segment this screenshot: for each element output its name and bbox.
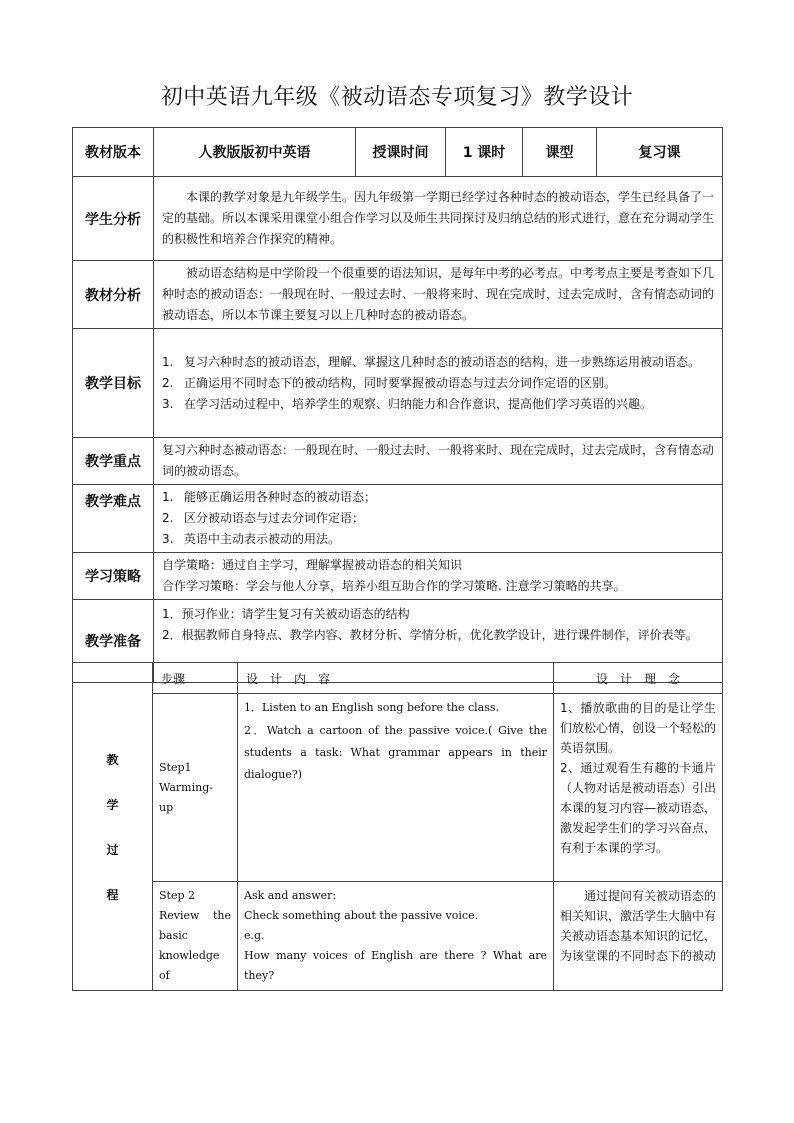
- strategy-line-1: 自学策略：通过自主学习，理解掌握被动语态的相关知识: [162, 558, 463, 572]
- material-text: 被动语态结构是中学阶段一个很重要的语法知识，是每年中考的必考点。中考考点主要是考查如下几种时态的被动语态：一般现在时、一般过去时、一般将来时、现在完成时，过去完成时，含有情态动词的被动语态，所以本节课主要复习以上几种时态的被动语态。: [162, 266, 715, 322]
- time-value: 1 课时: [446, 128, 523, 177]
- step1-idea: 1、播放歌曲的目的是让学生们放松心情，创设一个轻松的英语氛围。 2、通过观看生有趣的卡通片（人物对话是被动语态）引出本课的复习内容—被动语态，激发起学生们的学习兴奋点，有利于本课的学习。: [554, 694, 723, 882]
- strategy-line-2: 合作学习策略：学会与他人分享，培养小组互助合作的学习策略. 注意学习策略的共享。: [162, 579, 626, 593]
- goal-item: 2. 正确运用不同时态下的被动结构，同时要掌握被动语态与过去分词作定语的区别。: [162, 375, 617, 390]
- difficulty-item: 3. 英语中主动表示被动的用法。: [162, 532, 341, 546]
- goals-row: [73, 329, 723, 438]
- version-label: 教材版本: [73, 128, 154, 177]
- difficulty-row: [73, 485, 723, 553]
- col-content: 设 计 内 容: [238, 663, 554, 694]
- strategy-row: [73, 553, 723, 600]
- type-value: 复习课: [597, 128, 723, 177]
- type-label: 课型: [523, 128, 597, 177]
- goals-label: 教学目标: [73, 329, 154, 438]
- process-label: 教 学 过 程: [73, 663, 153, 991]
- prep-label: 教学准备: [73, 600, 154, 683]
- step1-content: 1．Listen to an English song before the class. 2．Watch a cartoon of the passive voice.( Give the students a task: What grammar appears in their dialogue?): [238, 694, 554, 882]
- strategy-label: 学习策略: [73, 553, 154, 600]
- key-label: 教学重点: [73, 438, 154, 485]
- student-row: [73, 177, 723, 261]
- key-text: 复习六种时态被动语态：一般现在时、一般过去时、一般将来时、现在完成时，过去完成时，含有情态动词的被动语态。: [162, 443, 715, 478]
- prep-line-2: 2．根据教师自身特点、教学内容、教材分析、学情分析，优化教学设计，进行课件制作，评价表等。: [162, 628, 698, 642]
- col-step: 步骤: [153, 663, 238, 694]
- difficulty-label: 教学难点: [73, 485, 154, 553]
- student-text: 本课的教学对象是九年级学生。因九年级第一学期已经学过各种时态的被动语态，学生已经具备了一定的基础。所以本课采用课堂小组合作学习以及师生共同探讨及归纳总结的形式进行，意在充分调动学生的积极性和培养合作探究的精神。: [162, 190, 715, 246]
- step2-idea: 通过提问有关被动语态的相关知识，激活学生大脑中有关被动语态基本知识的记忆，为该堂课的不同时态下的被动: [554, 882, 723, 991]
- prep-line-1: 1．预习作业：请学生复习有关被动语态的结构: [162, 607, 410, 621]
- lesson-table: [72, 127, 723, 683]
- key-row: [73, 438, 723, 485]
- step2-row: [73, 882, 723, 991]
- goal-item: 1. 复习六种时态的被动语态，理解、掌握这几种时态的被动语态的结构，进一步熟练运用被动语态。: [162, 354, 701, 369]
- version-value: 人教版版初中英语: [154, 128, 356, 177]
- process-header-row: [73, 663, 723, 694]
- material-row: [73, 261, 723, 329]
- material-label: 教材分析: [73, 261, 154, 329]
- step2-name: Step 2 Review the basic knowledge of: [153, 882, 238, 991]
- time-label: 授课时间: [356, 128, 446, 177]
- student-label: 学生分析: [73, 177, 154, 261]
- difficulty-item: 1. 能够正确运用各种时态的被动语态；: [162, 490, 377, 504]
- step1-name: Step1 Warming- up: [153, 694, 238, 882]
- step1-row: [73, 694, 723, 882]
- page-title: 初中英语九年级《被动语态专项复习》教学设计: [160, 85, 634, 110]
- col-idea: 设 计 理 念: [554, 663, 723, 694]
- difficulty-item: 2. 区分被动语态与过去分词作定语；: [162, 511, 365, 525]
- process-table: [72, 662, 723, 991]
- goal-item: 3. 在学习活动过程中，培养学生的观察、归纳能力和合作意识，提高他们学习英语的兴趣。: [162, 396, 653, 411]
- header-row: [73, 128, 723, 177]
- step2-content: Ask and answer: Check something about the passive voice. e.g. How many voices of English are there ? What are they?: [238, 882, 554, 991]
